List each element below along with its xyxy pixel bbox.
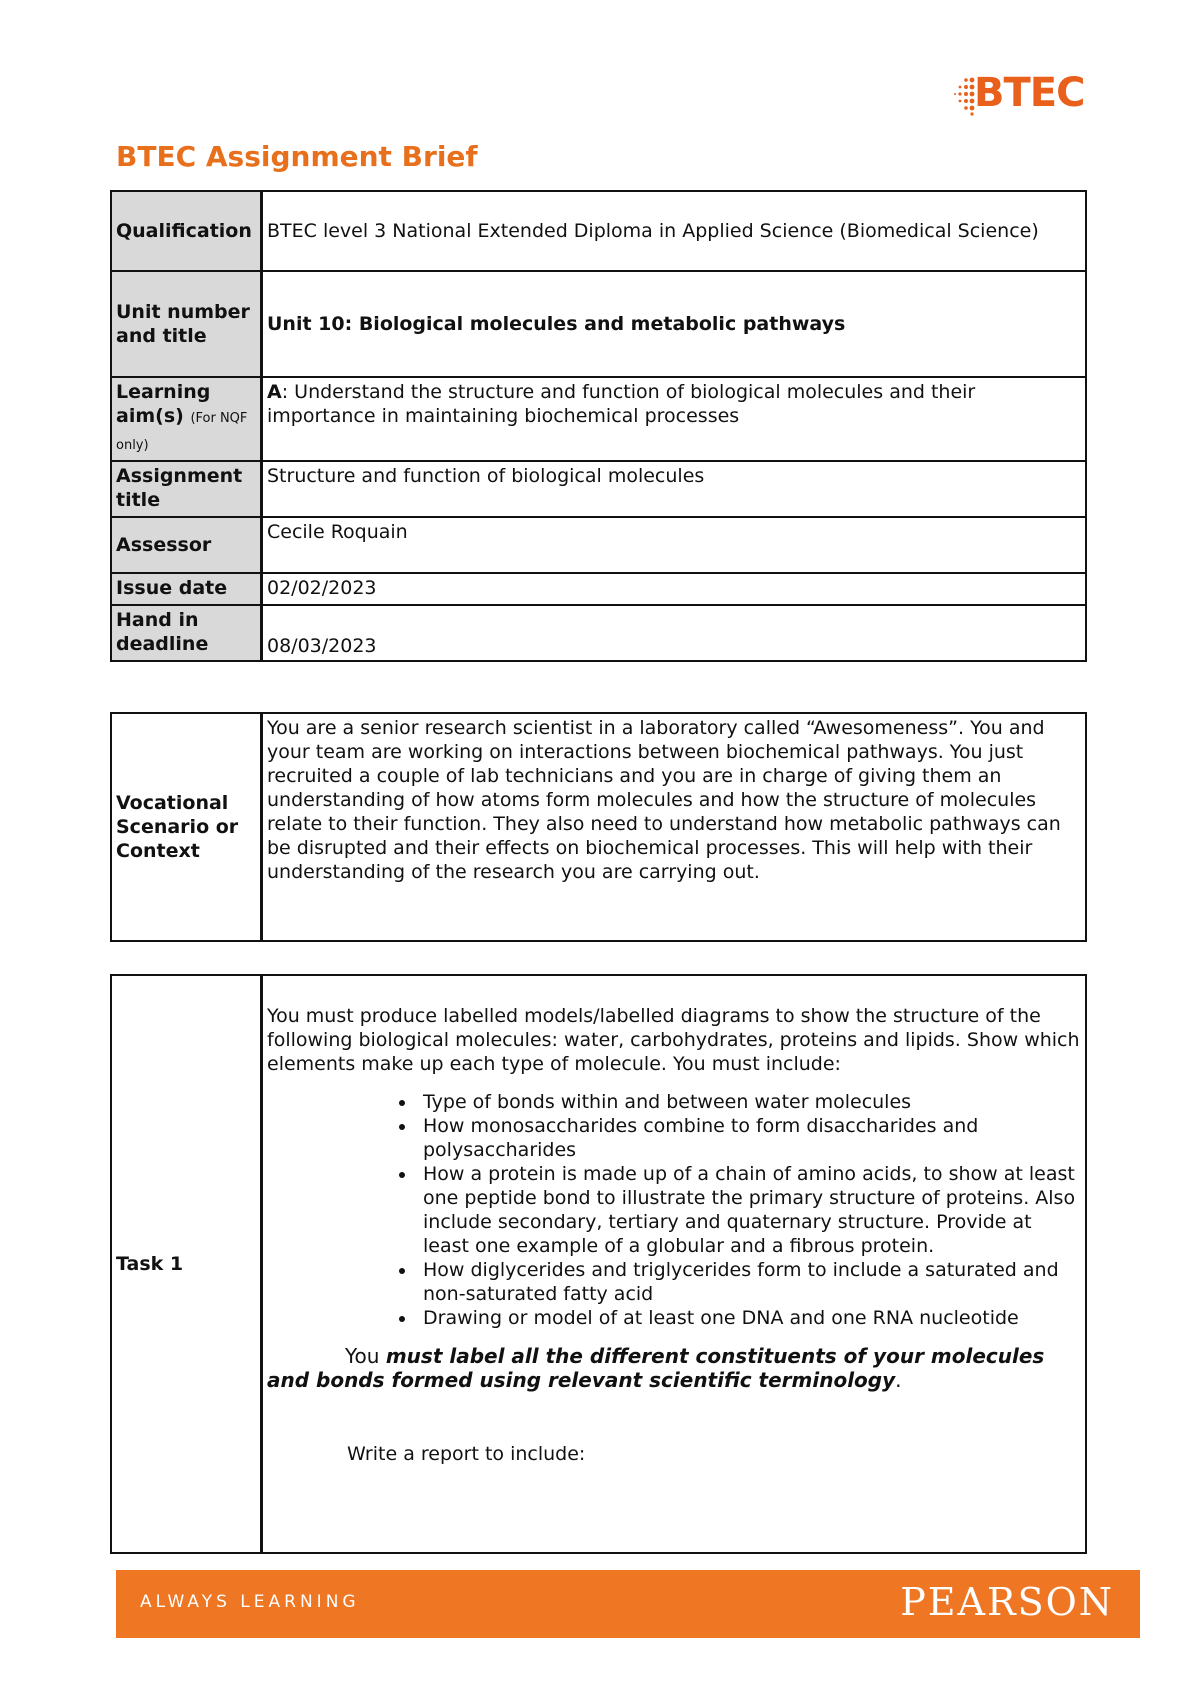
btec-logo-dots-icon [952,76,976,116]
qualification-value: BTEC level 3 National Extended Diploma in Applied Science (Biomedical Science) [262,191,1087,271]
learning-aim-value [262,377,1087,461]
btec-logo [952,70,1102,118]
scenario-label: Vocational Scenario or Context [111,713,262,941]
assessor-value: Cecile Roquain [262,517,1087,573]
table-row [111,377,1086,461]
unit-label: Unit number and title [111,271,262,377]
page-title: BTEC Assignment Brief [116,140,478,173]
assessor-label: Assessor [111,517,262,573]
learning-aim-label [111,377,262,461]
table-row [111,573,1086,605]
task1-content [262,975,1087,1553]
learning-aim-label-text: Learning aim(s) [116,381,211,427]
pearson-logo: PEARSON [900,1580,1114,1624]
qualification-label: Qualification [111,191,262,271]
table-row [111,713,1086,941]
learning-aim-letter: A [267,381,282,403]
issue-date-label: Issue date [111,573,262,605]
table-row [111,271,1086,377]
task1-requirements-list [267,1090,1081,1330]
list-item: • Type of bonds within and between water molecules [417,1090,1081,1114]
btec-logo-text: BTEC [974,70,1085,116]
table-row [111,461,1086,517]
assignment-details-table [110,190,1087,662]
table-row [111,975,1086,1553]
assignment-title-label: Assignment title [111,461,262,517]
table-row [111,191,1086,271]
table-row [111,517,1086,573]
task1-label: Task 1 [111,975,262,1553]
issue-date-value: 02/02/2023 [262,573,1087,605]
learning-aim-note: (For NQF only) [116,411,248,453]
pearson-footer-banner [116,1570,1140,1638]
label-note-suffix: . [895,1368,902,1392]
list-item: • How a protein is made up of a chain of amino acids, to show at least one peptide bond to illustrate the primary structure of proteins. Also include secondary, tertiary and quaternary structure. Provide at least one example of a globular and a fibrous protein. [417,1162,1081,1258]
assignment-title-value: Structure and function of biological molecules [262,461,1087,517]
label-note-emphasis: must label all the different constituents of your molecules and bonds formed using relevant scientific terminology [267,1344,1045,1392]
task1-intro: You must produce labelled models/labelled diagrams to show the structure of the following biological molecules: water, carbohydrates, proteins and lipids. Show which elements make up each type of molecule. You must include: [267,1005,1080,1075]
learning-aim-text: : Understand the structure and function of biological molecules and their importance in maintaining biochemical processes [267,381,976,427]
list-item: • How monosaccharides combine to form disaccharides and polysaccharides [417,1114,1081,1162]
task1-report-line: Write a report to include: [347,1443,586,1465]
scenario-table [110,712,1087,942]
unit-value: Unit 10: Biological molecules and metabolic pathways [262,271,1087,377]
scenario-text: You are a senior research scientist in a laboratory called “Awesomeness”. You and your team are working on interactions between biochemical pathways. You just recruited a couple of lab technicians and you are in charge of giving them an understanding of how atoms form molecules and how the structure of molecules relate to their function. They also need to understand how metabolic pathways can be disrupted and their effects on biochemical processes. This will help with their understanding of the research you are carrying out. [262,713,1087,941]
task1-label-note [267,1344,1081,1392]
deadline-value: 08/03/2023 [262,605,1087,661]
task-table [110,974,1087,1554]
list-item: • How diglycerides and triglycerides form to include a saturated and non-saturated fatty acid [417,1258,1081,1306]
footer-tagline: ALWAYS LEARNING [140,1592,360,1612]
label-note-prefix: You [345,1344,386,1368]
deadline-label: Hand in deadline [111,605,262,661]
list-item: • Drawing or model of at least one DNA and one RNA nucleotide [417,1306,1081,1330]
table-row [111,605,1086,661]
